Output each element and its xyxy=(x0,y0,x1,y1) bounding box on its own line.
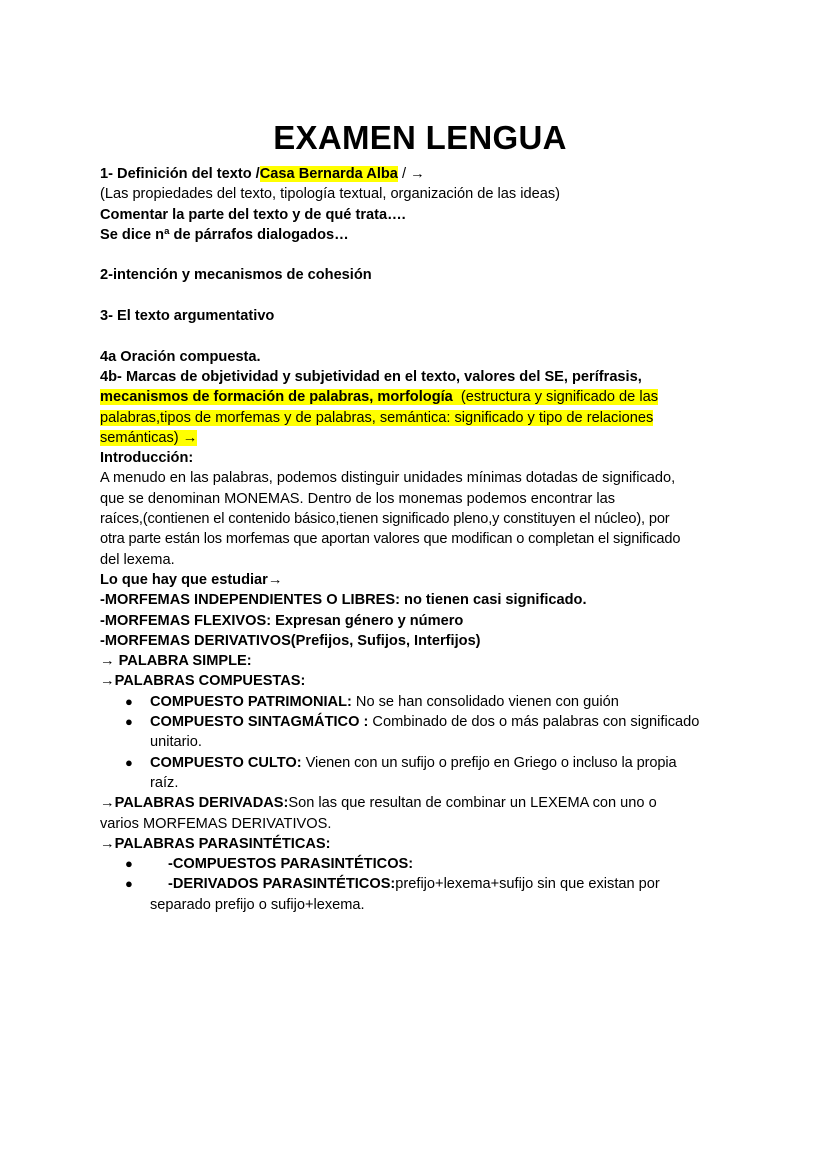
study-item: -MORFEMAS DERIVATIVOS(Prefijos, Sufijos, Interfijos) xyxy=(100,632,481,649)
derivadas-term: →PALABRAS DERIVADAS: xyxy=(100,795,289,812)
intro-line: del lexema. xyxy=(100,551,175,568)
intro-heading: Introducción: xyxy=(100,450,194,467)
parasinteticas-heading: →PALABRAS PARASINTÉTICAS: xyxy=(100,835,331,852)
intro-line: A menudo en las palabras, podemos distinguir unidades mínimas dotadas de significado, xyxy=(100,470,676,487)
derivadas xyxy=(100,793,740,813)
q4b-highlight-line2 xyxy=(100,408,740,428)
intro-line: raíces,(contienen el contenido básico,tienen significado pleno,y constituyen el núcleo), por xyxy=(100,511,670,528)
item-text: prefijo+lexema+sufijo sin que existan por xyxy=(395,876,660,893)
q1-highlight: Casa Bernarda Alba xyxy=(259,166,398,182)
list-item xyxy=(125,854,740,874)
list-item xyxy=(125,753,740,794)
item-term: -DERIVADOS PARASINTÉTICOS: xyxy=(168,876,396,893)
list-item xyxy=(125,692,740,712)
intro-line: otra parte están los morfemas que aportan valores que modifican o completan el significado xyxy=(100,531,681,548)
item-text-cont: separado prefijo o sufijo+lexema. xyxy=(150,896,365,913)
q4b-hl-line2: palabras,tipos de morfemas y de palabras, semántica: significado y tipo de relaciones xyxy=(100,409,654,426)
question-4a: 4a Oración compuesta. xyxy=(100,348,261,365)
question-1 xyxy=(100,164,740,184)
q1-properties: (Las propiedades del texto, tipología textual, organización de las ideas) xyxy=(100,186,560,203)
item-text-cont: raíz. xyxy=(150,774,179,791)
question-4b: 4b- Marcas de objetividad y subjetividad en el texto, valores del SE, perífrasis, xyxy=(100,368,642,385)
question-3: 3- El texto argumentativo xyxy=(100,308,275,325)
bullet-icon: ● xyxy=(125,856,133,872)
bullet-icon: ● xyxy=(125,754,133,770)
q4b-highlight-line1 xyxy=(100,387,740,407)
item-text: No se han consolidado vienen con guión xyxy=(351,693,619,710)
item-text-cont: unitario. xyxy=(150,734,202,751)
item-term: COMPUESTO CULTO: xyxy=(150,754,302,771)
study-item: → PALABRA SIMPLE: xyxy=(100,653,252,670)
q1-suffix: / → xyxy=(397,166,425,182)
question-2: 2-intención y mecanismos de cohesión xyxy=(100,267,372,284)
list-item xyxy=(125,712,740,753)
q4b-highlight-line3 xyxy=(100,428,740,448)
bullet-icon: ● xyxy=(125,714,133,730)
q4b-hl-rest: (estructura y significado de las xyxy=(452,389,658,406)
document-page xyxy=(100,118,740,915)
intro-line: que se denominan MONEMAS. Dentro de los monemas podemos encontrar las xyxy=(100,490,616,507)
compuestos-list xyxy=(100,692,740,793)
derivadas-cont: varios MORFEMAS DERIVATIVOS. xyxy=(100,815,332,832)
q1-prefix: 1- Definición del texto / xyxy=(100,166,260,182)
q4b-hl-bold: mecanismos de formación de palabras, morfología xyxy=(100,389,453,406)
item-text: Vienen con un sufijo o prefijo en Griego o incluso la propia xyxy=(301,754,677,771)
study-item: -MORFEMAS FLEXIVOS: Expresan género y número xyxy=(100,612,464,629)
q1-comment: Comentar la parte del texto y de qué trata…. xyxy=(100,206,406,223)
parasinteticas-list xyxy=(100,854,740,915)
bullet-icon: ● xyxy=(125,876,133,892)
study-item: →PALABRAS COMPUESTAS: xyxy=(100,673,306,690)
study-item: -MORFEMAS INDEPENDIENTES O LIBRES: no tienen casi significado. xyxy=(100,592,587,609)
item-term: -COMPUESTOS PARASINTÉTICOS: xyxy=(168,856,414,873)
item-text: Combinado de dos o más palabras con significado xyxy=(368,714,700,731)
study-heading: Lo que hay que estudiar→ xyxy=(100,571,283,588)
bullet-icon: ● xyxy=(125,693,133,709)
item-term: COMPUESTO SINTAGMÁTICO : xyxy=(150,714,369,731)
page-title: EXAMEN LENGUA xyxy=(273,119,567,156)
q1-paragraphs: Se dice nª de párrafos dialogados… xyxy=(100,226,349,243)
item-term: COMPUESTO PATRIMONIAL: xyxy=(150,693,352,710)
derivadas-text: Son las que resultan de combinar un LEXEMA con uno o xyxy=(288,795,657,812)
q4b-hl-line3: semánticas) → xyxy=(100,429,198,446)
list-item xyxy=(125,874,740,915)
